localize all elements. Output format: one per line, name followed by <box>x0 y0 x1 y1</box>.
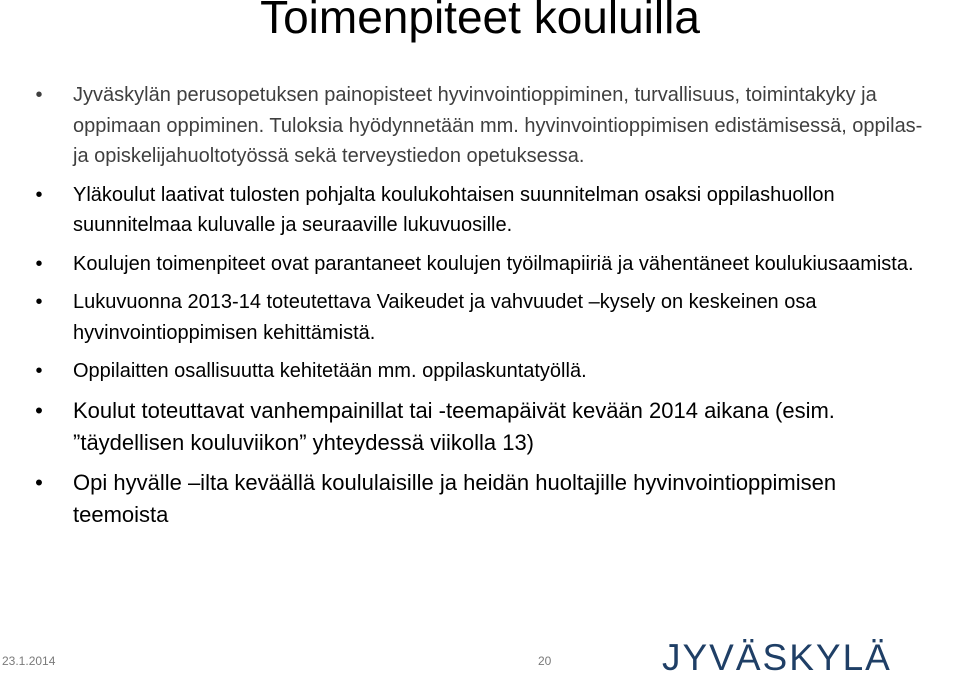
bullet-item-ylakoulut <box>30 180 930 241</box>
bullet-dot-icon: • <box>35 84 43 106</box>
slide-title: Toimenpiteet kouluilla <box>260 0 700 43</box>
bullet-text: Jyväskylän perusopetuksen painopisteet hyvinvointioppiminen, turvallisuus, toimintakyky ja oppimaan oppiminen. Tuloksia hyödynnetään mm. hyvinvointioppimisen edistämisessä, oppilas- ja opiskelijahuoltotyössä sekä terveystiedon opetuksessa. <box>73 84 923 167</box>
footer-date: 23.1.2014 <box>2 654 56 668</box>
bullet-dot-icon: • <box>35 469 43 495</box>
bullet-text: Opi hyvälle –ilta keväällä koululaisille ja heidän huoltajille hyvinvointioppimisen teemoista <box>73 469 837 527</box>
bullet-dot-icon: • <box>35 360 43 382</box>
bullet-text: Yläkoulut laativat tulosten pohjalta koulukohtaisen suunnitelman osaksi oppilashuollon suunnitelmaa kuluvalle ja seuraaville lukuvuosille. <box>73 183 835 236</box>
bullet-item-opi-hyvalle <box>30 467 930 531</box>
bullet-text: Koulut toteuttavat vanhempainillat tai -teemapäivät kevään 2014 aikana (esim. ”täydellisen kouluviikon” yhteydessä viikolla 13) <box>73 397 835 455</box>
bullet-item-osallisuus <box>30 356 930 387</box>
bullet-list <box>30 80 930 539</box>
bullet-dot-icon: • <box>35 183 43 206</box>
bullet-item-toimenpiteet <box>30 249 930 280</box>
bullet-text: Lukuvuonna 2013-14 toteutettava Vaikeudet ja vahvuudet –kysely on keskeinen osa hyvinvointioppimisen kehittämistä. <box>73 291 817 344</box>
bullet-text: Oppilaitten osallisuutta kehitetään mm. oppilaskuntatyöllä. <box>73 360 587 382</box>
bullet-item-painopisteet <box>30 80 930 172</box>
bullet-item-vanhempainillat <box>30 395 930 459</box>
bullet-item-kysely <box>30 287 930 348</box>
footer-page-number: 20 <box>538 654 552 668</box>
bullet-dot-icon: • <box>35 397 43 423</box>
bullet-text: Koulujen toimenpiteet ovat parantaneet koulujen työilmapiiriä ja vähentäneet koulukiusaamista. <box>73 252 914 275</box>
bullet-dot-icon: • <box>35 291 43 313</box>
bullet-dot-icon: • <box>35 252 43 275</box>
jyvaskyla-logo: JYVÄSKYLÄ <box>662 637 892 678</box>
